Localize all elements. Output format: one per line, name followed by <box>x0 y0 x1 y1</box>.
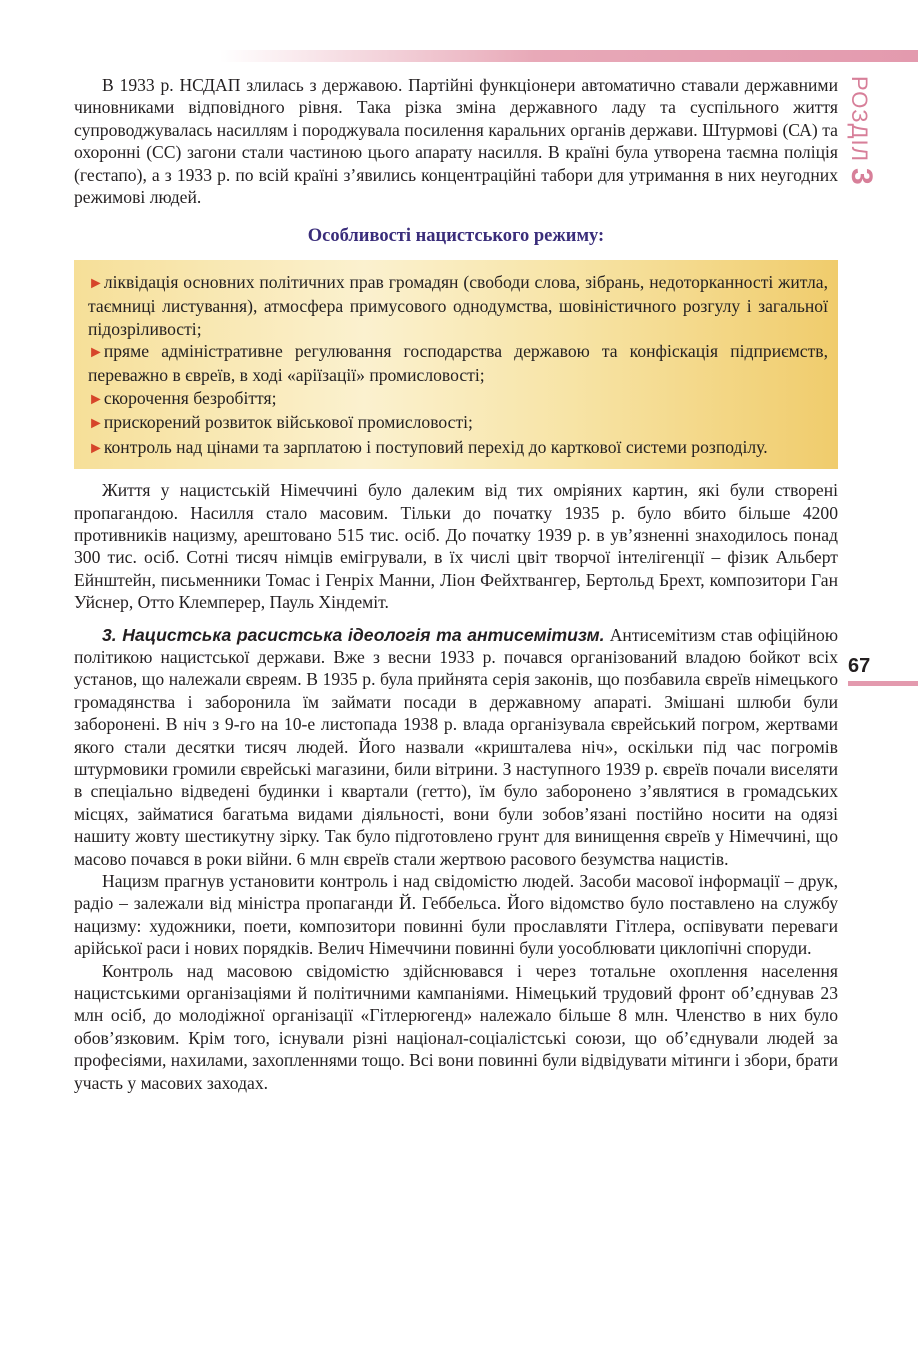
feature-item: ►пряме адміністративне регулювання господарства державою та конфіскація підприємств, переважно в євреїв, в ході «аріїзації» промисловості; <box>88 341 828 386</box>
feature-item: ►прискорений розвиток військової промисловості; <box>88 412 473 433</box>
bullet-arrow-icon: ► <box>88 415 104 433</box>
life-paragraph: Життя у нацистській Німеччині було далеким від тих омріяних картин, які були створені пропагандою. Насилля стало масовим. Тільки до початку 1935 р. було вбито більше 4200 противників нацизму, арештовано 515 тис. осіб. До початку 1939 р. в ув’язненні знаходилось понад 300 тис. осіб. Сотні тисяч німців емігрували, в їх числі цвіт творчої інтелігенції – фізик Альберт Ейнштейн, письменники Томас і Генріх Манни, Ліон Фейхтвангер, Бертольд Брехт, композитори Ган Уйснер, Отто Клемперер, Пауль Хіндеміт. <box>74 480 838 613</box>
section-3-text: Антисемітизм став офіційною політикою нацистської держави. Вже з весни 1933 р. почався організований владою бойкот всіх установ, що належали євреям. В 1935 р. була прийнята серія законів, що позбавила євреїв німецького громадянства і заборонила їм займати посади в державному апараті. Змішані шлюби були заборонені. В ніч з 9-го на 10-е листопада 1938 р. влада організувала єврейський погром, жертвами якого стали десятки тисяч людей. Його назвали «кришталева ніч», оскільки під час погромів штурмовики громили єврейські магазини, били вітрини. З наступного 1939 р. євреїв почали виселяти в спеціально відведені будинки і квартали (гетто), їм було заборонено з’являтися в громадських місцях, займатися багатьма видами діяльності, вони були зобов’язані постійно носити на одязі нашиту жовту шестикутну зірку. Так було підготовлено грунт для винищення євреїв у Німеччині, що масово почався в роки війни. 6 млн євреїв стали жертвою расового безумства нацистів. <box>74 624 839 869</box>
page-content <box>74 74 838 1094</box>
bullet-arrow-icon: ► <box>88 274 104 292</box>
mass-control-paragraph: Контроль над масовою свідомістю здійснювався і через тотальне охоплення населення нацистськими організаціями й політичними кампаніями. Німецький трудовий фронт об’єднував 23 млн осіб, до молодіжної організації «Гітлерюгенд» належало більше 8 млн. Членство в них було обов’язковим. Крім того, існували різні націонал-соціалістські союзи, що об’єднували людей за професіями, нахилами, захопленнями тощо. Всі вони повинні були відвідувати мітинги і збори, брати участь у масових заходах. <box>74 960 838 1093</box>
section-3-title: 3. Нацистська расистська ідеологія та антисемітизм. <box>102 624 605 645</box>
section-3-paragraph <box>74 624 838 870</box>
header-decor-bar <box>220 50 918 62</box>
features-box <box>74 260 838 469</box>
page-number: 67 <box>848 655 871 677</box>
page-number-rule <box>848 681 918 686</box>
propaganda-paragraph: Нацизм прагнув установити контроль і над свідомістю людей. Засоби масової інформації – друк, радіо – залежали від міністра пропаганди Й. Геббельса. Його відомство було поставлено на службу нацизму: художники, поети, композитори повинні були прославляти Гітлера, оспівувати переваги арійської раси і нових порядків. Велич Німеччини повинні були уособлювати циклопічні споруди. <box>74 871 838 959</box>
chapter-label-word: РОЗДІЛ <box>847 76 872 163</box>
bullet-arrow-icon: ► <box>88 344 104 362</box>
feature-item: ►ліквідація основних політичних прав громадян (свободи слова, зібрань, недоторканності житла, таємниці листування), атмосфера примусового однодумства, шовіністичного розгулу і загальної підозріливості; <box>88 271 828 339</box>
feature-item: ►контроль над цінами та зарплатою і поступовий перехід до карткової системи розподілу. <box>88 436 768 457</box>
bullet-arrow-icon: ► <box>88 439 104 457</box>
chapter-side-label <box>844 76 878 186</box>
features-heading: Особливості нацистського режиму: <box>307 226 605 247</box>
bullet-arrow-icon: ► <box>88 390 104 408</box>
feature-item: ►скорочення безробіття; <box>88 387 277 408</box>
intro-paragraph: В 1933 р. НСДАП злилась з державою. Партійні функціонери автоматично ставали державними чиновниками відповідного рівня. Така різка зміна державного ладу та суспільного життя супроводжувалась насиллям і породжувала посилення каральних органів держави. Штурмові (СА) та охоронні (СС) загони стали частиною цього апарату насилля. В країні була утворена таємна поліція (гестапо), а з 1933 р. по всій країні з’явились концентраційні табори для утримання в них неугодних режимові людей. <box>74 75 838 208</box>
chapter-label-number: 3 <box>845 168 878 185</box>
